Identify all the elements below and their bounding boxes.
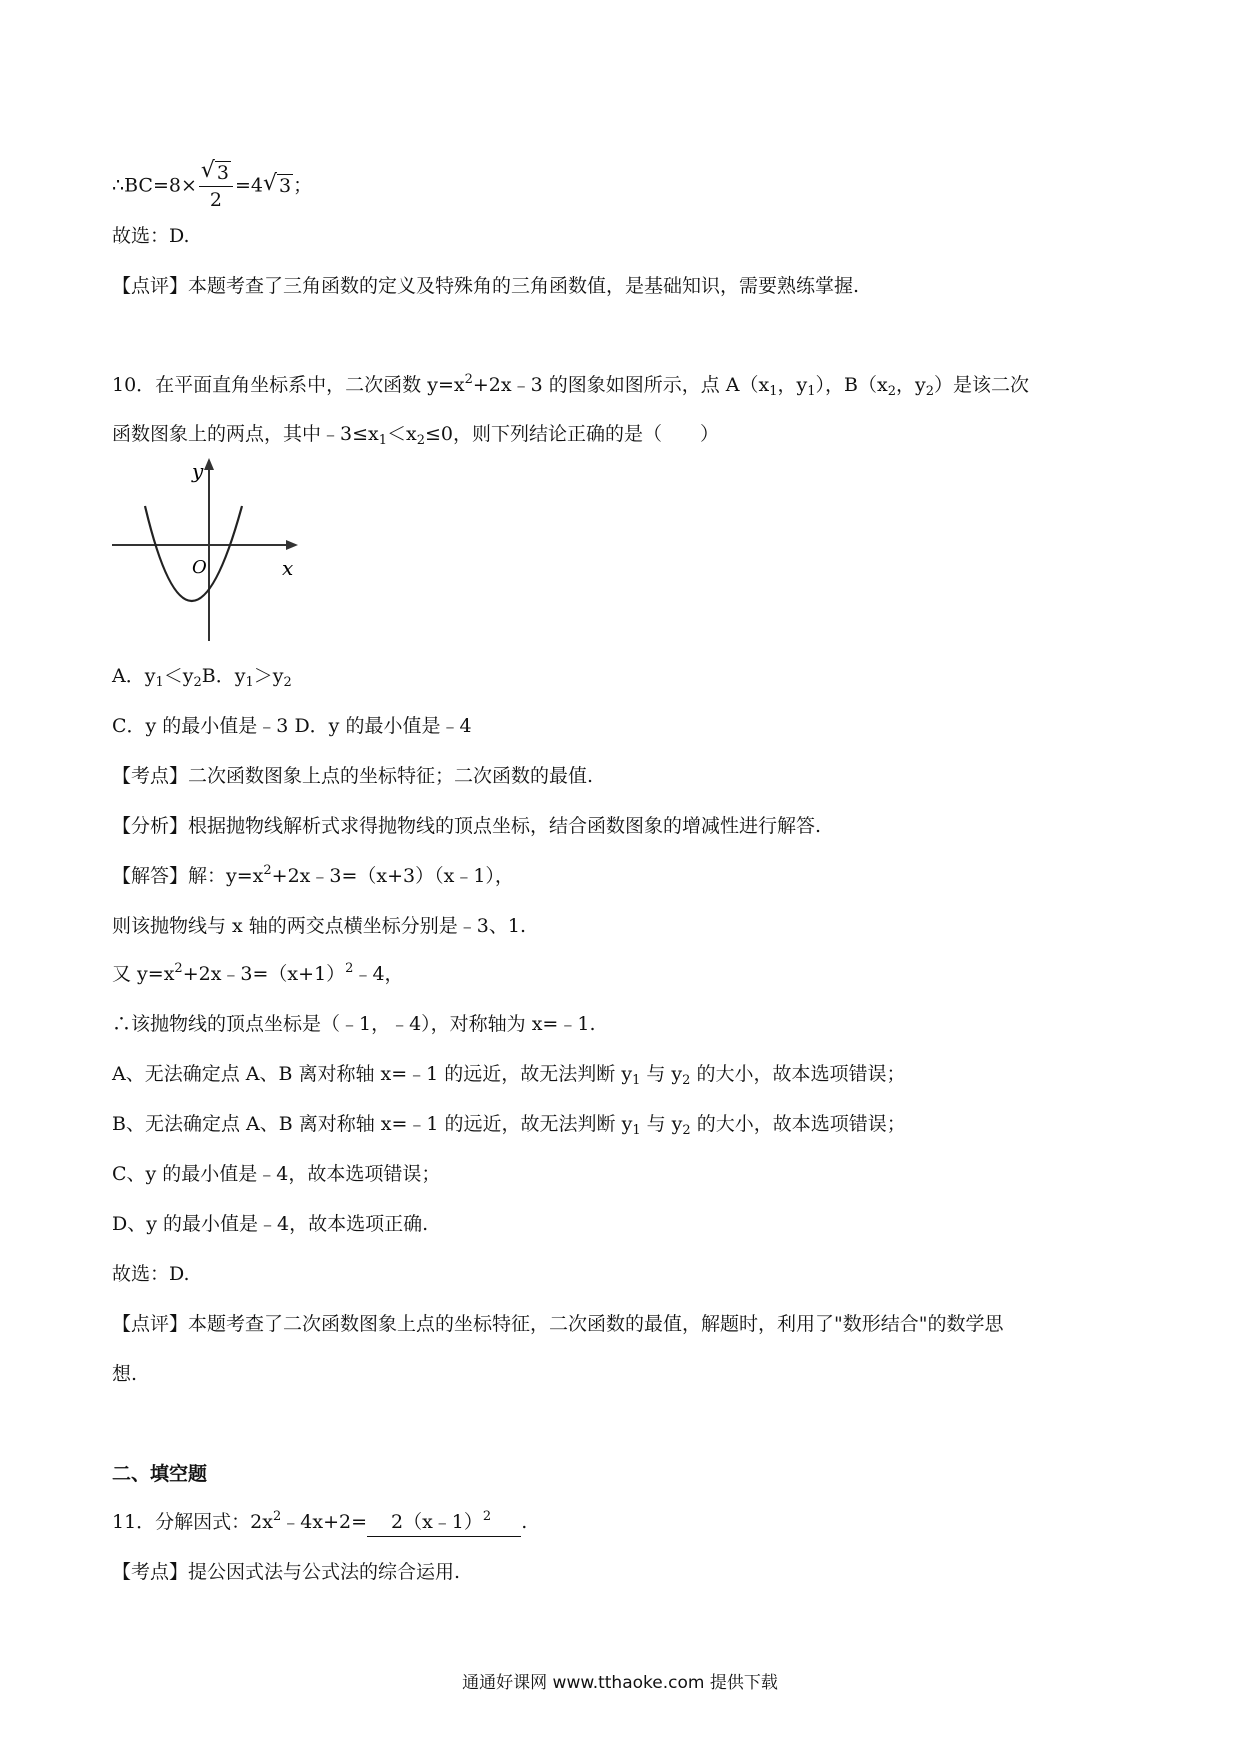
origin-label: O — [192, 557, 207, 578]
sub: 2 — [887, 384, 896, 399]
text: ，y — [895, 374, 926, 396]
sup: 2 — [174, 961, 183, 976]
sub: 1 — [807, 384, 816, 399]
solution-line-1 — [112, 862, 514, 890]
text: ）是该二次 — [934, 374, 1030, 396]
sup: 2 — [464, 372, 473, 387]
solution-bc-line — [112, 160, 312, 213]
sub: 2 — [416, 433, 426, 448]
text: ； — [293, 174, 313, 197]
solution-line-2: 则该抛物线与 x 轴的两交点横坐标分别是﹣3、1. — [112, 915, 527, 937]
fraction-denominator: 2 — [209, 189, 222, 211]
solution-line-3 — [112, 960, 404, 988]
solution-line-4: ∴该抛物线的顶点坐标是（﹣1，﹣4），对称轴为 x=﹣1. — [112, 1013, 596, 1035]
section-title: 二、填空题 — [112, 1463, 208, 1485]
answer-text: 2（x﹣1） — [391, 1511, 483, 1533]
text: 的大小，故本选项错误； — [690, 1113, 906, 1135]
text: +2x﹣3=（x+3）（x﹣1）， — [271, 865, 514, 887]
text: ＜y — [163, 665, 194, 687]
text: ﹣4， — [353, 963, 404, 985]
footer: 通通好课网 www.tthaoke.com 提供下载 — [462, 1673, 778, 1693]
x-axis-label: x — [282, 556, 294, 580]
text: B．y — [201, 665, 246, 687]
text: 与 y — [640, 1063, 683, 1085]
sup: 2 — [263, 863, 272, 878]
y-axis-label: y — [192, 459, 204, 483]
solution-line-7: C、y 的最小值是﹣4，故本选项错误； — [112, 1163, 441, 1185]
sub: 2 — [682, 1073, 691, 1088]
options-cd: C．y 的最小值是﹣3 D．y 的最小值是﹣4 — [112, 715, 472, 737]
solution-line-5 — [112, 1060, 906, 1088]
question-10-line-2 — [112, 420, 719, 448]
sub: 2 — [682, 1123, 691, 1138]
sub: 1 — [632, 1123, 641, 1138]
fraction-numerator: 3 — [216, 162, 229, 184]
text: +2x﹣3 的图象如图所示，点 A（x — [472, 374, 770, 396]
answer-line: 故选：D. — [112, 225, 190, 247]
solution-line-6 — [112, 1110, 906, 1138]
text: ＞y — [253, 665, 284, 687]
options-ab — [112, 662, 292, 690]
text: A、无法确定点 A、B 离对称轴 x=﹣1 的远近，故无法判断 y — [112, 1063, 633, 1085]
text: 又 y=x — [112, 963, 175, 985]
sup: 2 — [272, 1509, 282, 1524]
text: 与 y — [640, 1113, 683, 1135]
sub: 2 — [283, 675, 292, 690]
text: A．y — [112, 665, 156, 687]
radicand: 3 — [278, 174, 292, 197]
text: ），B（x — [815, 374, 888, 396]
sub: 1 — [769, 384, 778, 399]
y-axis-arrow — [204, 458, 214, 470]
analysis: 【分析】根据抛物线解析式求得抛物线的顶点坐标，结合函数图象的增减性进行解答. — [112, 815, 822, 837]
sub: 2 — [193, 675, 202, 690]
text: 11．分解因式：2x — [112, 1511, 273, 1533]
x-axis-arrow — [286, 540, 298, 550]
text: B、无法确定点 A、B 离对称轴 x=﹣1 的远近，故无法判断 y — [112, 1113, 633, 1135]
key-point-q11: 【考点】提公因式法与公式法的综合运用. — [112, 1561, 461, 1583]
sub: 1 — [245, 675, 254, 690]
sqrt: √ 3 — [262, 170, 292, 197]
text: ∴BC=8× — [112, 174, 197, 197]
review-q10-line-1: 【点评】本题考查了二次函数图象上点的坐标特征，二次函数的最值，解题时，利用了"数形结合"的数学思 — [112, 1313, 1004, 1335]
text: =4 — [234, 174, 263, 197]
text: 的大小，故本选项错误； — [690, 1063, 906, 1085]
parabola-graph — [108, 456, 308, 651]
answer-blank — [367, 1508, 521, 1537]
text: ≤0，则下列结论正确的是（ ） — [425, 423, 720, 445]
sup: 2 — [345, 961, 354, 976]
sub: 1 — [632, 1073, 641, 1088]
sub: 1 — [155, 675, 164, 690]
fraction: √ 3 2 — [199, 160, 233, 213]
text: +2x﹣3=（x+1） — [182, 963, 346, 985]
solution-line-8: D、y 的最小值是﹣4，故本选项正确. — [112, 1213, 429, 1235]
review-q10-line-2: 想. — [112, 1363, 138, 1385]
text: 10．在平面直角坐标系中，二次函数 y=x — [112, 374, 465, 396]
sub: 1 — [378, 433, 388, 448]
question-11 — [112, 1508, 527, 1537]
text: ，y — [777, 374, 808, 396]
text: ﹣4x+2= — [281, 1511, 367, 1533]
text: ＜x — [387, 423, 417, 445]
sub: 2 — [925, 384, 934, 399]
text: 【解答】解：y=x — [112, 865, 264, 887]
key-point: 【考点】二次函数图象上点的坐标特征；二次函数的最值. — [112, 765, 594, 787]
review-line: 【点评】本题考查了三角函数的定义及特殊角的三角函数值，是基础知识，需要熟练掌握. — [112, 275, 860, 297]
parabola-curve — [145, 506, 242, 601]
question-10-line-1 — [112, 371, 1029, 399]
text: . — [521, 1511, 528, 1533]
sup: 2 — [482, 1509, 492, 1524]
solution-answer: 故选：D. — [112, 1263, 190, 1285]
text: 函数图象上的两点，其中﹣3≤x — [112, 423, 379, 445]
